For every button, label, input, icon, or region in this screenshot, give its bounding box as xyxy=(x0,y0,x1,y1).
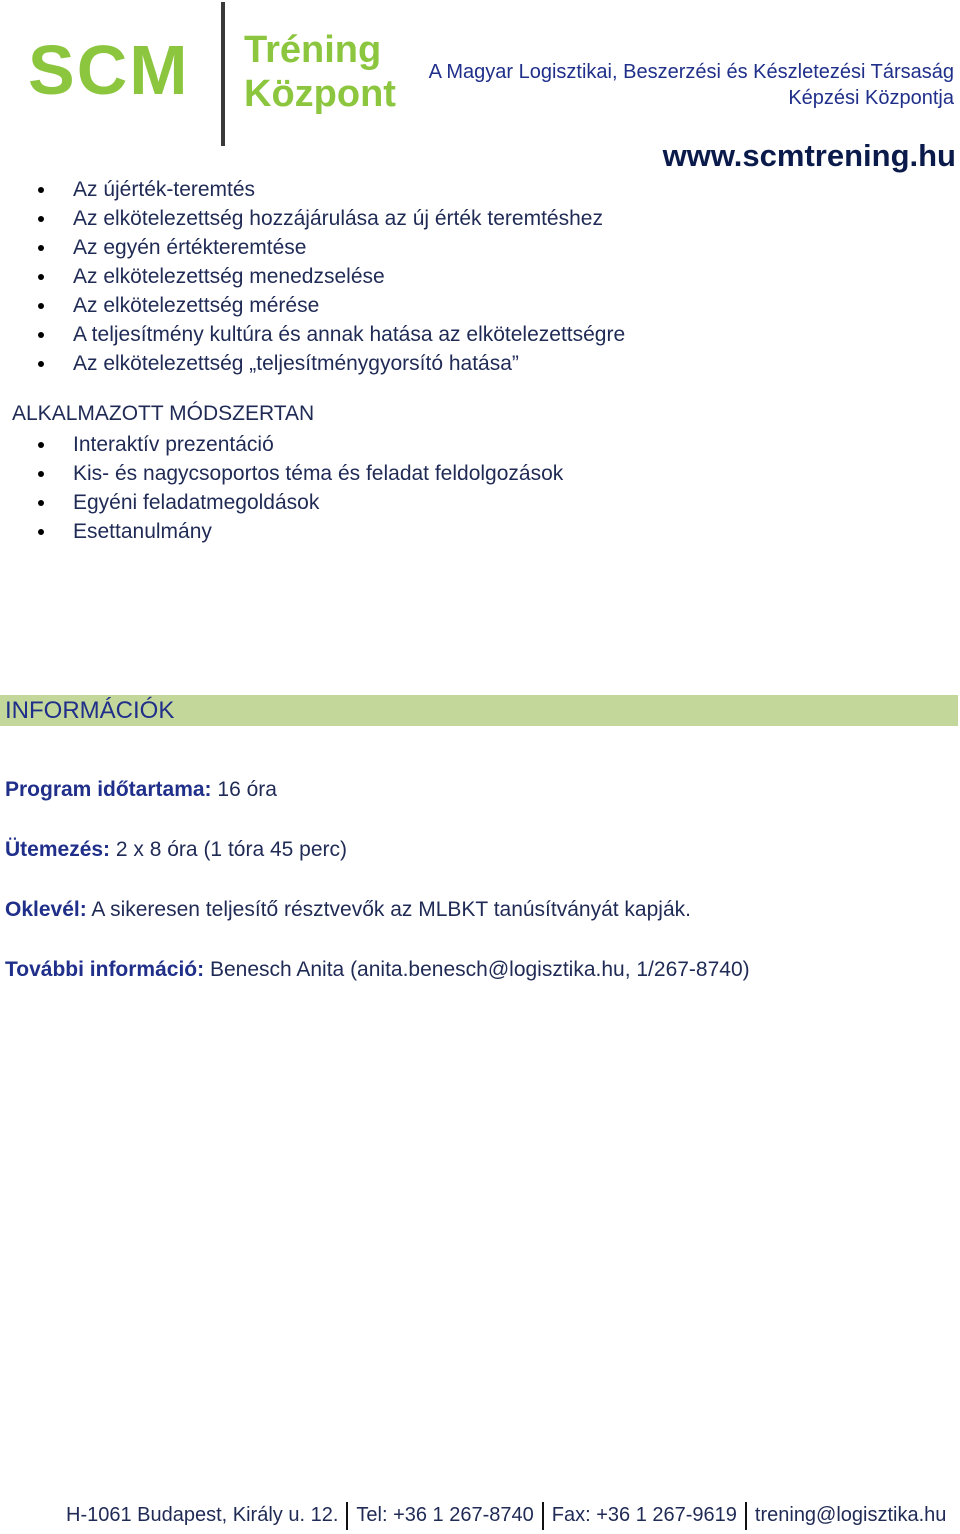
list-item: Az elkötelezettség „teljesítménygyorsító hatása” xyxy=(0,349,625,378)
certificate-row xyxy=(5,898,691,922)
contact-value[interactable]: Benesch Anita (anita.benesch@logisztika.hu, 1/267-8740) xyxy=(209,958,750,981)
schedule-value: 2 x 8 óra (1 tóra 45 perc) xyxy=(115,838,348,861)
list-item: Esettanulmány xyxy=(0,517,563,546)
org-line1: A Magyar Logisztikai, Beszerzési és Készletezési Társaság xyxy=(428,61,954,83)
footer-address: H-1061 Budapest, Király u. 12. xyxy=(66,1504,339,1526)
organization-name xyxy=(429,59,954,111)
logo xyxy=(28,0,408,150)
logo-line2: Központ xyxy=(244,73,396,115)
list-item: Az elkötelezettség mérése xyxy=(0,291,625,320)
certificate-value: A sikeresen teljesítő résztvevők az MLBKT tanúsítványát kapják. xyxy=(91,898,691,921)
footer-fax: Fax: +36 1 267-9619 xyxy=(551,1504,737,1526)
list-item: Egyéni feladatmegoldások xyxy=(0,488,563,517)
footer-tel: Tel: +36 1 267-8740 xyxy=(356,1504,534,1526)
duration-row xyxy=(5,778,277,802)
list-item: Kis- és nagycsoportos téma és feladat feldolgozások xyxy=(0,459,563,488)
contact-row xyxy=(5,958,750,982)
methods-list xyxy=(0,430,563,546)
topic-list xyxy=(0,175,625,378)
list-item: Az újérték-teremtés xyxy=(0,175,625,204)
list-item: A teljesítmény kultúra és annak hatása az elkötelezettségre xyxy=(0,320,625,349)
certificate-label: Oklevél: xyxy=(5,898,87,921)
duration-label: Program időtartama: xyxy=(5,778,212,801)
footer-divider xyxy=(346,1502,348,1530)
website-link[interactable]: www.scmtrening.hu xyxy=(662,138,956,173)
duration-value: 16 óra xyxy=(217,778,277,801)
logo-divider xyxy=(221,2,225,146)
footer-divider xyxy=(745,1502,747,1530)
methods-heading: ALKALMAZOTT MÓDSZERTAN xyxy=(12,402,315,425)
footer xyxy=(66,1504,946,1532)
list-item: Interaktív prezentáció xyxy=(0,430,563,459)
schedule-row xyxy=(5,838,347,862)
org-line2: Képzési Központja xyxy=(788,87,954,109)
logo-scm-text: SCM xyxy=(28,31,190,109)
footer-divider xyxy=(542,1502,544,1530)
footer-email[interactable]: trening@logisztika.hu xyxy=(754,1504,947,1526)
list-item: Az egyén értékteremtése xyxy=(0,233,625,262)
schedule-label: Ütemezés: xyxy=(5,838,111,861)
contact-label: További információ: xyxy=(5,958,205,981)
logo-line1: Tréning xyxy=(244,29,382,71)
list-item: Az elkötelezettség hozzájárulása az új érték teremtéshez xyxy=(0,204,625,233)
list-item: Az elkötelezettség menedzselése xyxy=(0,262,625,291)
info-heading: INFORMÁCIÓK xyxy=(5,697,175,724)
